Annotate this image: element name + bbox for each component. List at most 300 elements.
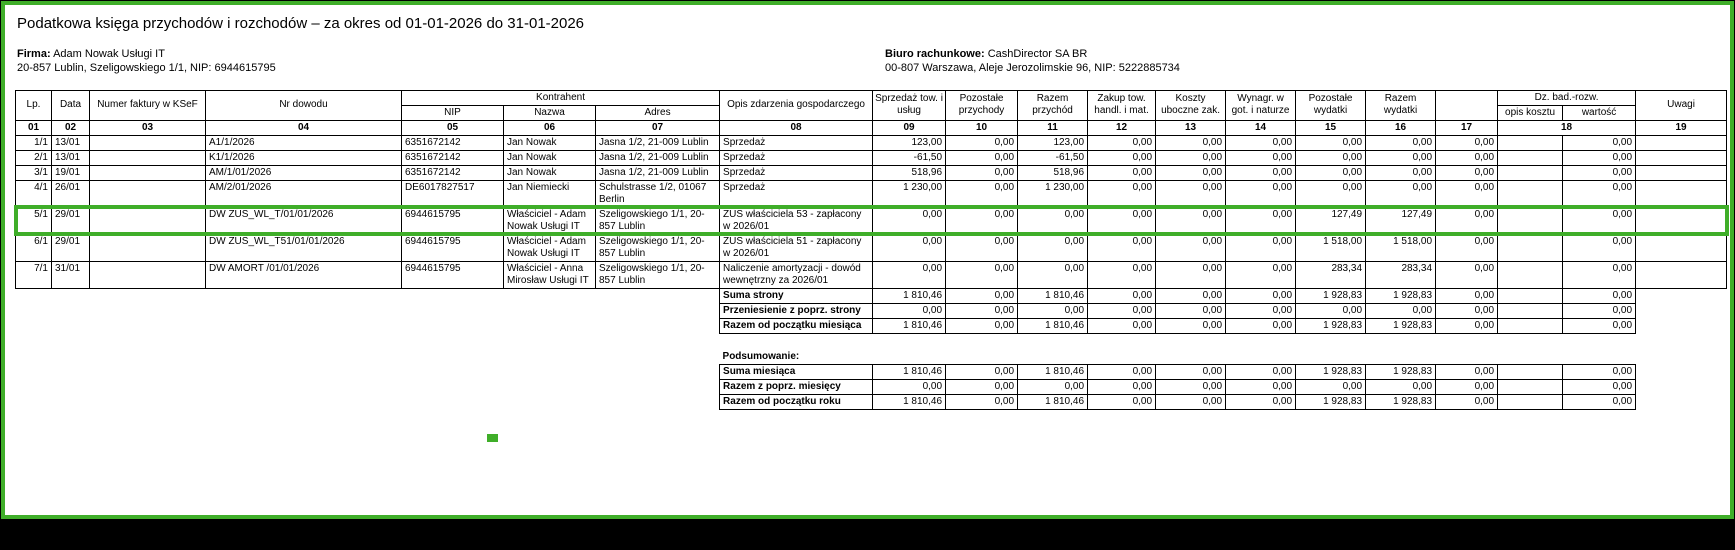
cell-uwagi bbox=[1636, 165, 1727, 180]
cell-c17: 0,00 bbox=[1436, 303, 1498, 318]
cell-c16: 0,00 bbox=[1366, 150, 1436, 165]
cell-c17: 0,00 bbox=[1436, 380, 1498, 395]
cell-c09: 1 810,46 bbox=[873, 288, 946, 303]
cell-nip: 6944615795 bbox=[402, 261, 504, 288]
cell-c18_opis bbox=[1498, 395, 1563, 410]
cell-ksef bbox=[90, 180, 206, 207]
cell-opis: ZUS właściciela 53 - zapłacony w 2026/01 bbox=[720, 207, 873, 234]
col-number: 08 bbox=[720, 120, 873, 135]
cell-c15: 0,00 bbox=[1296, 180, 1366, 207]
col-header-dowod: Nr dowodu bbox=[206, 90, 402, 120]
cell-nazwa: Właściciel - Adam Nowak Usługi IT bbox=[504, 207, 596, 234]
ledger-row bbox=[16, 150, 1727, 165]
summary-row bbox=[16, 395, 1727, 410]
cell-c15: 0,00 bbox=[1296, 165, 1366, 180]
cell-ksef bbox=[90, 135, 206, 150]
cell-c12: 0,00 bbox=[1088, 150, 1156, 165]
col-header-c15: Pozostałe wydatki bbox=[1296, 90, 1366, 120]
summary-row bbox=[16, 288, 1727, 303]
cell-c12: 0,00 bbox=[1088, 207, 1156, 234]
cell-c12: 0,00 bbox=[1088, 180, 1156, 207]
cell-c17: 0,00 bbox=[1436, 207, 1498, 234]
cell-c17: 0,00 bbox=[1436, 261, 1498, 288]
cell-c15: 127,49 bbox=[1296, 207, 1366, 234]
col-header-uwagi: Uwagi bbox=[1636, 90, 1727, 120]
cell-c10: 0,00 bbox=[946, 380, 1018, 395]
cell-c15: 0,00 bbox=[1296, 303, 1366, 318]
cell-c14: 0,00 bbox=[1226, 135, 1296, 150]
firma-address: 20-857 Lublin, Szeligowskiego 1/1, NIP: 6944615795 bbox=[17, 61, 276, 74]
cell-c18_wartosc: 0,00 bbox=[1563, 135, 1636, 150]
summary-blank bbox=[16, 303, 720, 318]
cell-c15: 283,34 bbox=[1296, 261, 1366, 288]
table-body bbox=[16, 135, 1727, 410]
cell-uwagi-blank bbox=[1636, 318, 1727, 333]
summary-blank bbox=[16, 318, 720, 333]
cell-c11: 0,00 bbox=[1018, 380, 1088, 395]
header-row-numbers bbox=[16, 120, 1727, 135]
cell-c14: 0,00 bbox=[1226, 261, 1296, 288]
summary-label: Razem od początku miesiąca bbox=[720, 318, 873, 333]
cell-uwagi-blank bbox=[1636, 365, 1727, 380]
cell-c16: 1 928,83 bbox=[1366, 318, 1436, 333]
biuro-line bbox=[885, 48, 1180, 62]
col-number: 01 bbox=[16, 120, 52, 135]
cell-data: 29/01 bbox=[52, 207, 90, 234]
cell-c10: 0,00 bbox=[946, 395, 1018, 410]
cell-c09: 0,00 bbox=[873, 207, 946, 234]
biuro-name: CashDirector SA BR bbox=[987, 48, 1088, 60]
cell-c18_opis bbox=[1498, 165, 1563, 180]
cell-c10: 0,00 bbox=[946, 135, 1018, 150]
cell-uwagi-blank bbox=[1636, 288, 1727, 303]
cell-ksef bbox=[90, 234, 206, 261]
biuro-label: Biuro rachunkowe: bbox=[885, 48, 985, 60]
cell-opis: Sprzedaż bbox=[720, 180, 873, 207]
cell-c11: 1 230,00 bbox=[1018, 180, 1088, 207]
cell-c12: 0,00 bbox=[1088, 318, 1156, 333]
col-number: 12 bbox=[1088, 120, 1156, 135]
cell-nazwa: Jan Nowak bbox=[504, 135, 596, 150]
cell-nazwa: Jan Nowak bbox=[504, 165, 596, 180]
cell-c18_wartosc: 0,00 bbox=[1563, 303, 1636, 318]
summary-row bbox=[16, 380, 1727, 395]
cell-c13: 0,00 bbox=[1156, 395, 1226, 410]
col-number: 15 bbox=[1296, 120, 1366, 135]
cell-uwagi bbox=[1636, 261, 1727, 288]
cell-c16: 127,49 bbox=[1366, 207, 1436, 234]
cell-nazwa: Właściciel - Adam Nowak Usługi IT bbox=[504, 234, 596, 261]
cell-c14: 0,00 bbox=[1226, 288, 1296, 303]
cell-c13: 0,00 bbox=[1156, 165, 1226, 180]
cell-c13: 0,00 bbox=[1156, 207, 1226, 234]
cell-c18_wartosc: 0,00 bbox=[1563, 380, 1636, 395]
cell-data: 19/01 bbox=[52, 165, 90, 180]
cell-lp: 4/1 bbox=[16, 180, 52, 207]
summary-label: Razem z poprz. miesięcy bbox=[720, 380, 873, 395]
cell-c13: 0,00 bbox=[1156, 380, 1226, 395]
cell-nip: 6944615795 bbox=[402, 207, 504, 234]
cell-c11: 1 810,46 bbox=[1018, 288, 1088, 303]
col-number: 09 bbox=[873, 120, 946, 135]
ledger-row bbox=[16, 135, 1727, 150]
col-header-c10: Pozostałe przychody bbox=[946, 90, 1018, 120]
summary-label: Suma strony bbox=[720, 288, 873, 303]
cell-c16: 0,00 bbox=[1366, 180, 1436, 207]
cell-c13: 0,00 bbox=[1156, 318, 1226, 333]
header-row-groups bbox=[16, 90, 1727, 105]
cell-c18_opis bbox=[1498, 318, 1563, 333]
col-header-c11: Razem przychód bbox=[1018, 90, 1088, 120]
ledger-row bbox=[16, 180, 1727, 207]
kpir-table bbox=[15, 90, 1727, 411]
cell-c15: 1 518,00 bbox=[1296, 234, 1366, 261]
cell-dowod: K1/1/2026 bbox=[206, 150, 402, 165]
col-header-nazwa: Nazwa bbox=[504, 105, 596, 120]
col-header-c14: Wynagr. w got. i naturze bbox=[1226, 90, 1296, 120]
cell-adres: Jasna 1/2, 21-009 Lublin bbox=[596, 165, 720, 180]
cell-c17: 0,00 bbox=[1436, 135, 1498, 150]
cell-nazwa: Jan Nowak bbox=[504, 150, 596, 165]
cell-c12: 0,00 bbox=[1088, 365, 1156, 380]
col-header-adres: Adres bbox=[596, 105, 720, 120]
cell-c13: 0,00 bbox=[1156, 288, 1226, 303]
summary-row bbox=[16, 318, 1727, 333]
cell-c13: 0,00 bbox=[1156, 135, 1226, 150]
cell-ksef bbox=[90, 261, 206, 288]
cell-c09: 0,00 bbox=[873, 303, 946, 318]
cell-c11: 0,00 bbox=[1018, 261, 1088, 288]
firma-name: Adam Nowak Usługi IT bbox=[53, 48, 165, 60]
col-header-c17 bbox=[1436, 90, 1498, 120]
cell-c14: 0,00 bbox=[1226, 395, 1296, 410]
cell-dowod: A1/1/2026 bbox=[206, 135, 402, 150]
cell-opis: Sprzedaż bbox=[720, 135, 873, 150]
cell-c16: 1 928,83 bbox=[1366, 395, 1436, 410]
cell-ksef bbox=[90, 207, 206, 234]
cell-c10: 0,00 bbox=[946, 365, 1018, 380]
cell-c18_wartosc: 0,00 bbox=[1563, 318, 1636, 333]
col-number: 16 bbox=[1366, 120, 1436, 135]
summary-label: Przeniesienie z poprz. strony bbox=[720, 303, 873, 318]
cell-c13: 0,00 bbox=[1156, 303, 1226, 318]
ledger-row-highlighted bbox=[16, 207, 1727, 234]
firma-line bbox=[17, 48, 885, 62]
cell-dowod: DW AMORT /01/01/2026 bbox=[206, 261, 402, 288]
summary-row bbox=[16, 365, 1727, 380]
cell-adres: Szeligowskiego 1/1, 20-857 Lublin bbox=[596, 207, 720, 234]
summary-blank bbox=[16, 380, 720, 395]
cell-c18_opis bbox=[1498, 207, 1563, 234]
cell-c09: 0,00 bbox=[873, 234, 946, 261]
biuro-block bbox=[885, 48, 1180, 76]
col-number: 04 bbox=[206, 120, 402, 135]
col-number: 03 bbox=[90, 120, 206, 135]
page-title: Podatkowa księga przychodów i rozchodów – za okres od 01-01-2026 do 31-01-2026 bbox=[17, 15, 585, 32]
cell-c18_wartosc: 0,00 bbox=[1563, 180, 1636, 207]
cell-c16: 283,34 bbox=[1366, 261, 1436, 288]
cell-c10: 0,00 bbox=[946, 207, 1018, 234]
cell-c11: 1 810,46 bbox=[1018, 365, 1088, 380]
cell-c11: 123,00 bbox=[1018, 135, 1088, 150]
cell-c14: 0,00 bbox=[1226, 365, 1296, 380]
summary-label: Suma miesiąca bbox=[720, 365, 873, 380]
cell-uwagi-blank bbox=[1636, 395, 1727, 410]
cell-c11: 1 810,46 bbox=[1018, 395, 1088, 410]
cell-c18_opis bbox=[1498, 303, 1563, 318]
cell-data: 13/01 bbox=[52, 150, 90, 165]
cell-lp: 5/1 bbox=[16, 207, 52, 234]
cell-c18_opis bbox=[1498, 365, 1563, 380]
cell-c14: 0,00 bbox=[1226, 234, 1296, 261]
cell-c10: 0,00 bbox=[946, 234, 1018, 261]
cell-c14: 0,00 bbox=[1226, 303, 1296, 318]
cell-c11: 0,00 bbox=[1018, 303, 1088, 318]
cell-dowod: AM/2/01/2026 bbox=[206, 180, 402, 207]
cell-nip: 6351672142 bbox=[402, 165, 504, 180]
cell-c18_wartosc: 0,00 bbox=[1563, 150, 1636, 165]
cell-c14: 0,00 bbox=[1226, 380, 1296, 395]
cell-c13: 0,00 bbox=[1156, 234, 1226, 261]
cell-lp: 1/1 bbox=[16, 135, 52, 150]
cell-c11: 518,96 bbox=[1018, 165, 1088, 180]
cell-data: 31/01 bbox=[52, 261, 90, 288]
cell-c18_wartosc: 0,00 bbox=[1563, 395, 1636, 410]
col-number: 19 bbox=[1636, 120, 1727, 135]
cell-ksef bbox=[90, 165, 206, 180]
cell-nip: 6351672142 bbox=[402, 150, 504, 165]
cell-dowod: AM/1/01/2026 bbox=[206, 165, 402, 180]
cell-c12: 0,00 bbox=[1088, 234, 1156, 261]
cell-c15: 0,00 bbox=[1296, 150, 1366, 165]
cell-c18_opis bbox=[1498, 288, 1563, 303]
cell-c13: 0,00 bbox=[1156, 180, 1226, 207]
col-header-c09: Sprzedaż tow. i usług bbox=[873, 90, 946, 120]
cell-c09: 0,00 bbox=[873, 380, 946, 395]
ledger-row bbox=[16, 234, 1727, 261]
cell-c15: 1 928,83 bbox=[1296, 318, 1366, 333]
col-number: 11 bbox=[1018, 120, 1088, 135]
cell-data: 26/01 bbox=[52, 180, 90, 207]
cell-c12: 0,00 bbox=[1088, 395, 1156, 410]
cell-c10: 0,00 bbox=[946, 150, 1018, 165]
cell-c10: 0,00 bbox=[946, 165, 1018, 180]
col-header-opis-kosztu: opis kosztu bbox=[1498, 105, 1563, 120]
col-header-lp: Lp. bbox=[16, 90, 52, 120]
cell-c16: 0,00 bbox=[1366, 380, 1436, 395]
cell-c15: 1 928,83 bbox=[1296, 365, 1366, 380]
cell-uwagi bbox=[1636, 180, 1727, 207]
cell-nazwa: Właściciel - Anna Mirosław Usługi IT bbox=[504, 261, 596, 288]
summary-row bbox=[16, 303, 1727, 318]
cell-nazwa: Jan Niemiecki bbox=[504, 180, 596, 207]
cell-uwagi bbox=[1636, 234, 1727, 261]
cell-c10: 0,00 bbox=[946, 303, 1018, 318]
cell-lp: 6/1 bbox=[16, 234, 52, 261]
cell-adres: Jasna 1/2, 21-009 Lublin bbox=[596, 135, 720, 150]
col-header-data: Data bbox=[52, 90, 90, 120]
cell-c13: 0,00 bbox=[1156, 261, 1226, 288]
cell-opis: Naliczenie amortyzacji - dowód wewnętrzny za 2026/01 bbox=[720, 261, 873, 288]
cell-c11: 0,00 bbox=[1018, 207, 1088, 234]
cell-c18_opis bbox=[1498, 135, 1563, 150]
cell-c16: 1 928,83 bbox=[1366, 288, 1436, 303]
cell-c14: 0,00 bbox=[1226, 180, 1296, 207]
cell-c16: 0,00 bbox=[1366, 303, 1436, 318]
col-header-opis: Opis zdarzenia gospodarczego bbox=[720, 90, 873, 120]
green-marker bbox=[487, 434, 498, 442]
spacer-cell bbox=[16, 333, 1727, 350]
cell-c18_wartosc: 0,00 bbox=[1563, 207, 1636, 234]
cell-c17: 0,00 bbox=[1436, 234, 1498, 261]
cell-uwagi bbox=[1636, 135, 1727, 150]
cell-c15: 1 928,83 bbox=[1296, 288, 1366, 303]
cell-c10: 0,00 bbox=[946, 318, 1018, 333]
table-header bbox=[16, 90, 1727, 135]
spacer-row bbox=[16, 333, 1727, 350]
cell-c09: 1 810,46 bbox=[873, 365, 946, 380]
cell-c16: 1 928,83 bbox=[1366, 365, 1436, 380]
cell-c12: 0,00 bbox=[1088, 261, 1156, 288]
ledger-row bbox=[16, 165, 1727, 180]
cell-c18_opis bbox=[1498, 180, 1563, 207]
cell-c16: 0,00 bbox=[1366, 135, 1436, 150]
cell-c12: 0,00 bbox=[1088, 380, 1156, 395]
cell-c18_opis bbox=[1498, 380, 1563, 395]
col-header-nip: NIP bbox=[402, 105, 504, 120]
summary-label: Razem od początku roku bbox=[720, 395, 873, 410]
cell-opis: ZUS właściciela 51 - zapłacony w 2026/01 bbox=[720, 234, 873, 261]
cell-c15: 0,00 bbox=[1296, 380, 1366, 395]
col-number: 05 bbox=[402, 120, 504, 135]
cell-c15: 1 928,83 bbox=[1296, 395, 1366, 410]
cell-c16: 1 518,00 bbox=[1366, 234, 1436, 261]
cell-c12: 0,00 bbox=[1088, 135, 1156, 150]
summary-blank bbox=[16, 365, 720, 380]
cell-nip: 6944615795 bbox=[402, 234, 504, 261]
cell-c12: 0,00 bbox=[1088, 165, 1156, 180]
cell-c17: 0,00 bbox=[1436, 288, 1498, 303]
cell-lp: 2/1 bbox=[16, 150, 52, 165]
cell-c17: 0,00 bbox=[1436, 395, 1498, 410]
cell-adres: Schulstrasse 1/2, 01067 Berlin bbox=[596, 180, 720, 207]
col-number: 06 bbox=[504, 120, 596, 135]
ledger-row bbox=[16, 261, 1727, 288]
cell-ksef bbox=[90, 150, 206, 165]
cell-uwagi-blank bbox=[1636, 380, 1727, 395]
cell-data: 13/01 bbox=[52, 135, 90, 150]
cell-c18_opis bbox=[1498, 150, 1563, 165]
cell-uwagi-blank bbox=[1636, 303, 1727, 318]
firma-block bbox=[17, 48, 885, 76]
cell-c15: 0,00 bbox=[1296, 135, 1366, 150]
blank bbox=[16, 350, 720, 365]
cell-c17: 0,00 bbox=[1436, 165, 1498, 180]
cell-opis: Sprzedaż bbox=[720, 165, 873, 180]
cell-c12: 0,00 bbox=[1088, 288, 1156, 303]
cell-c09: 1 230,00 bbox=[873, 180, 946, 207]
col-number: 18 bbox=[1498, 120, 1636, 135]
cell-c18_wartosc: 0,00 bbox=[1563, 234, 1636, 261]
cell-c13: 0,00 bbox=[1156, 150, 1226, 165]
cell-c13: 0,00 bbox=[1156, 365, 1226, 380]
cell-c14: 0,00 bbox=[1226, 165, 1296, 180]
cell-c18_opis bbox=[1498, 234, 1563, 261]
cell-c18_wartosc: 0,00 bbox=[1563, 365, 1636, 380]
cell-opis: Sprzedaż bbox=[720, 150, 873, 165]
podsumowanie-label-row bbox=[16, 350, 1727, 365]
cell-c09: 123,00 bbox=[873, 135, 946, 150]
cell-c09: 0,00 bbox=[873, 261, 946, 288]
cell-c12: 0,00 bbox=[1088, 303, 1156, 318]
col-number: 07 bbox=[596, 120, 720, 135]
cell-c11: 0,00 bbox=[1018, 234, 1088, 261]
col-header-c13: Koszty uboczne zak. bbox=[1156, 90, 1226, 120]
cell-dowod: DW ZUS_WL_T51/01/01/2026 bbox=[206, 234, 402, 261]
cell-lp: 7/1 bbox=[16, 261, 52, 288]
cell-nip: DE6017827517 bbox=[402, 180, 504, 207]
cell-data: 29/01 bbox=[52, 234, 90, 261]
cell-c10: 0,00 bbox=[946, 288, 1018, 303]
cell-c18_wartosc: 0,00 bbox=[1563, 261, 1636, 288]
cell-adres: Szeligowskiego 1/1, 20-857 Lublin bbox=[596, 261, 720, 288]
cell-c14: 0,00 bbox=[1226, 207, 1296, 234]
col-number: 13 bbox=[1156, 120, 1226, 135]
col-number: 17 bbox=[1436, 120, 1498, 135]
cell-dowod: DW ZUS_WL_T/01/01/2026 bbox=[206, 207, 402, 234]
cell-c17: 0,00 bbox=[1436, 318, 1498, 333]
cell-c18_opis bbox=[1498, 261, 1563, 288]
podsumowanie-label: Podsumowanie: bbox=[722, 351, 800, 362]
cell-c11: 1 810,46 bbox=[1018, 318, 1088, 333]
col-header-ksef: Numer faktury w KSeF bbox=[90, 90, 206, 120]
cell-lp: 3/1 bbox=[16, 165, 52, 180]
cell-adres: Szeligowskiego 1/1, 20-857 Lublin bbox=[596, 234, 720, 261]
cell-c17: 0,00 bbox=[1436, 150, 1498, 165]
cell-c09: 1 810,46 bbox=[873, 318, 946, 333]
biuro-address: 00-807 Warszawa, Aleje Jerozolimskie 96, NIP: 5222885734 bbox=[885, 61, 1180, 74]
col-header-wartosc: wartość bbox=[1563, 105, 1636, 120]
cell-uwagi bbox=[1636, 207, 1727, 234]
cell-c10: 0,00 bbox=[946, 180, 1018, 207]
cell-c14: 0,00 bbox=[1226, 150, 1296, 165]
cell-c16: 0,00 bbox=[1366, 165, 1436, 180]
col-header-c12: Zakup tow. handl. i mat. bbox=[1088, 90, 1156, 120]
blank bbox=[873, 350, 1727, 365]
summary-blank bbox=[16, 288, 720, 303]
cell-c18_wartosc: 0,00 bbox=[1563, 288, 1636, 303]
col-header-c16: Razem wydatki bbox=[1366, 90, 1436, 120]
cell-c11: -61,50 bbox=[1018, 150, 1088, 165]
col-number: 10 bbox=[946, 120, 1018, 135]
col-number: 14 bbox=[1226, 120, 1296, 135]
cell-adres: Jasna 1/2, 21-009 Lublin bbox=[596, 150, 720, 165]
cell-c18_wartosc: 0,00 bbox=[1563, 165, 1636, 180]
cell-c17: 0,00 bbox=[1436, 180, 1498, 207]
company-info-section bbox=[17, 48, 1720, 76]
cell-c14: 0,00 bbox=[1226, 318, 1296, 333]
cell-c09: 1 810,46 bbox=[873, 395, 946, 410]
cell-c09: 518,96 bbox=[873, 165, 946, 180]
cell-c09: -61,50 bbox=[873, 150, 946, 165]
cell-nip: 6351672142 bbox=[402, 135, 504, 150]
document-page bbox=[1, 1, 1734, 519]
col-header-kontrahent: Kontrahent bbox=[402, 90, 720, 105]
col-number: 02 bbox=[52, 120, 90, 135]
firma-label: Firma: bbox=[17, 48, 51, 60]
col-header-dz-bad: Dz. bad.-rozw. bbox=[1498, 90, 1636, 105]
cell-c10: 0,00 bbox=[946, 261, 1018, 288]
